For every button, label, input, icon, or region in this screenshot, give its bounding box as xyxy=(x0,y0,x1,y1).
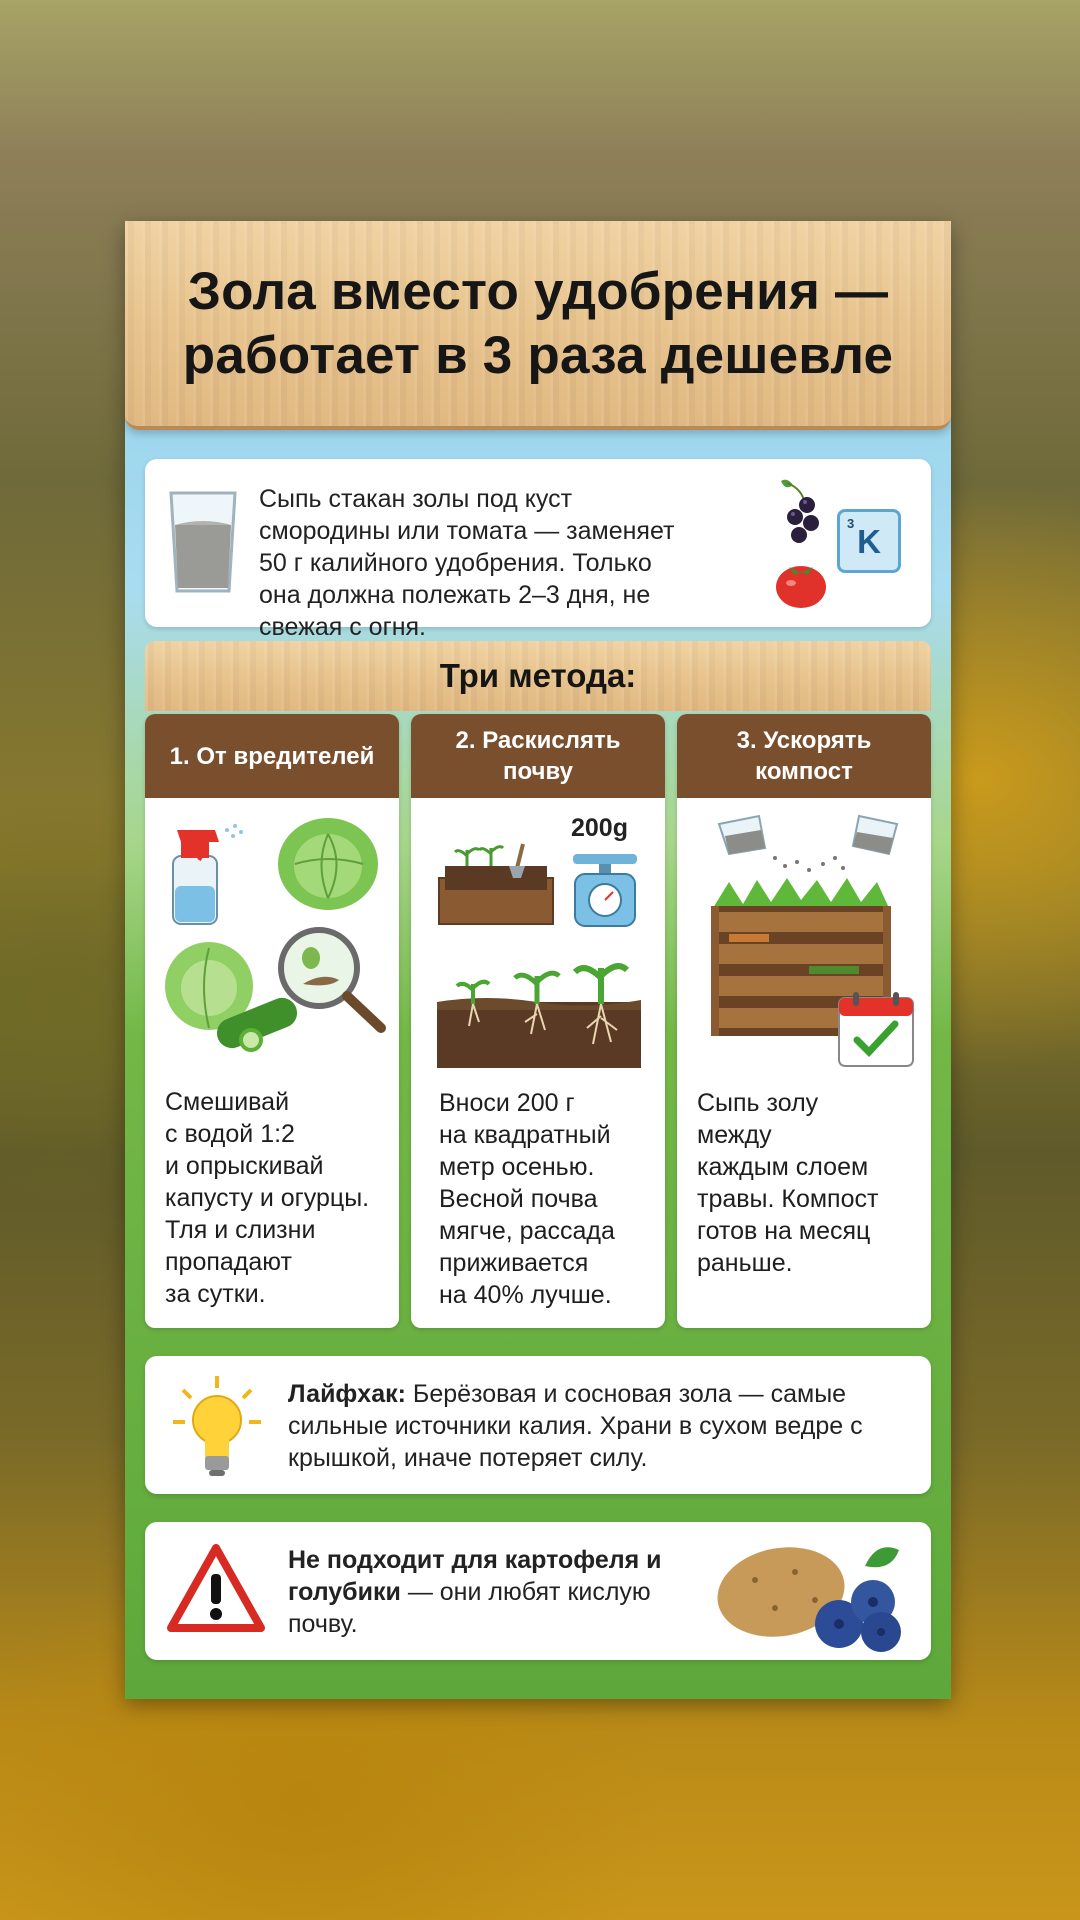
warning-card xyxy=(145,1522,931,1660)
ash-glass-icon xyxy=(167,489,239,597)
tip-text xyxy=(288,1378,908,1474)
method-heading: 2. Раскислять почву xyxy=(411,714,665,798)
method-card-pests xyxy=(145,714,399,1328)
growing-seedlings-icon xyxy=(437,950,641,1068)
method-card-soil xyxy=(411,714,665,1328)
intro-card xyxy=(145,459,931,641)
method-text: Вноси 200 г на квадратный метр осенью. Весной почва мягче, рассада приживается на 40% лучше. xyxy=(439,1089,615,1309)
potassium-superscript: 3 xyxy=(847,516,855,531)
scale-weight-label: 200g xyxy=(571,814,628,842)
potassium-tile-icon xyxy=(837,509,901,573)
tip-body: Берёзовая и сосновая зола — самые сильные источники калия. Храни в сухом ведре с крышкой, иначе потеряет силу. xyxy=(288,1380,863,1472)
warning-text xyxy=(288,1544,688,1640)
method-card-compost xyxy=(677,714,931,1328)
infographic-poster xyxy=(125,221,951,1699)
tip-card xyxy=(145,1356,931,1494)
methods-title: Три метода: xyxy=(439,657,637,694)
title-board xyxy=(125,221,951,430)
method-text: Сыпь золу между каждым слоем травы. Компост готов на месяц раньше. xyxy=(697,1089,879,1277)
lightbulb-icon xyxy=(169,1374,265,1478)
method-heading: 3. Ускорять компост xyxy=(677,714,931,798)
warning-bold: Не подходит для картофеля и голубики xyxy=(288,1546,662,1606)
ash-cups-icon xyxy=(713,810,903,880)
tip-label: Лайфхак: xyxy=(288,1380,406,1408)
scale-icon xyxy=(569,850,641,930)
calendar-check-icon xyxy=(837,990,915,1068)
currant-icon xyxy=(773,475,829,549)
magnifier-pests-icon xyxy=(273,924,389,1036)
warning-triangle-icon xyxy=(167,1544,265,1632)
methods-board xyxy=(145,641,931,711)
method-heading: 1. От вредителей xyxy=(145,714,399,798)
tomato-icon xyxy=(773,555,829,611)
potassium-letter: K xyxy=(857,523,881,560)
potato-blueberry-icon xyxy=(715,1536,911,1652)
method-text: Смешивай с водой 1:2 и опрыскивай капусту и огурцы. Тля и слизни пропадают за сутки. xyxy=(165,1088,370,1308)
cabbage-icon xyxy=(275,814,381,914)
intro-text: Сыпь стакан золы под куст смородины или томата — заменяет 50 г калийного удобрения. Только она должна полежать 2–3 дня, не свежая с огня. xyxy=(259,485,675,641)
warning-body: — они любят кислую почву. xyxy=(288,1578,651,1638)
spray-bottle-icon xyxy=(167,816,245,928)
page-title: Зола вместо удобрения — работает в 3 раза дешевле xyxy=(182,261,894,385)
seedling-box-icon xyxy=(437,836,555,926)
